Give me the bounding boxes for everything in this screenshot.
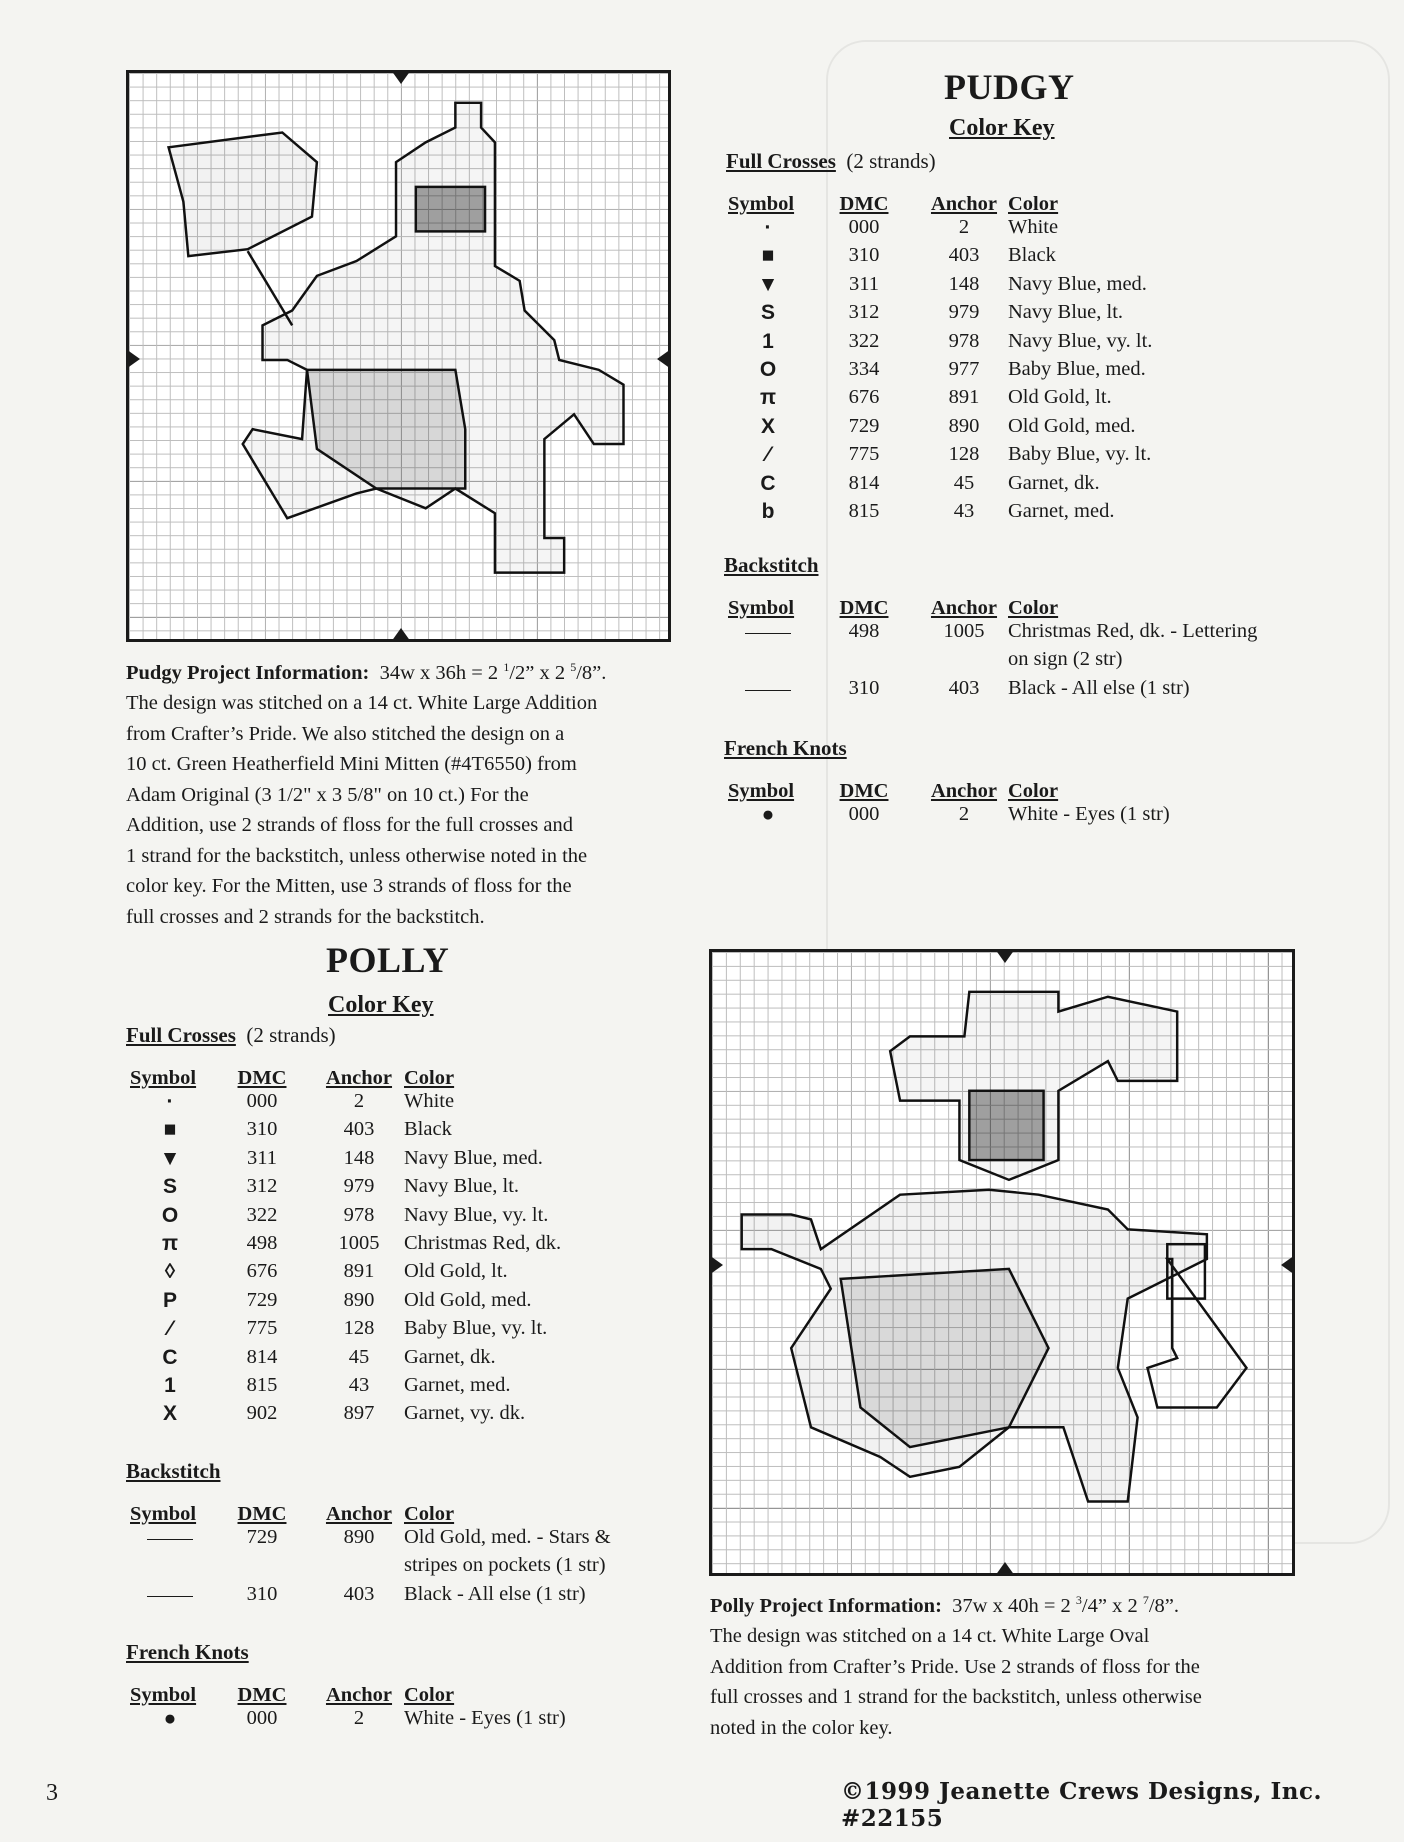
polly-bear-outline bbox=[712, 952, 1292, 1573]
table-row-continued: on sign (2 str) bbox=[1008, 648, 1123, 671]
polly-info-size: 37w x 40h = 2 bbox=[952, 1594, 1071, 1617]
table-row: 1 815 43 Garnet, med. bbox=[164, 1373, 511, 1397]
table-row: ● 000 2 White - Eyes (1 str) bbox=[163, 1707, 566, 1730]
table-row: π 676 891 Old Gold, lt. bbox=[759, 386, 1112, 410]
pudgy-french-knots-heading: French Knots bbox=[724, 736, 847, 760]
center-marker-bottom bbox=[391, 628, 411, 642]
pudgy-backstitch-heading: Backstitch bbox=[724, 553, 819, 577]
backstitch-line-icon bbox=[745, 690, 791, 691]
pudgy-project-information: Pudgy Project Information: 34w x 36h = 2 $^1$/2” x 2 $^5$/8”. The design was stitched on a 14 ct. White Large Addition from Crafter’s Pride. We also stitched the design on a 10 ct. Green Heatherfield Mini Mitten (#4T6550) from Adam Original (3 1/2" x 3 5/8" on 10 ct.) For the Addition, use 2 strands of floss for the full crosses and 1 strand for the backstitch, unless otherwise noted in the color key. For the Mitten, use 3 strands of floss for the full crosses and 2 strands for the backstitch. bbox=[126, 652, 686, 932]
pudgy-french-knots-table bbox=[728, 771, 1268, 831]
table-header-row: Symbol DMC Anchor Color bbox=[130, 1503, 455, 1525]
polly-project-information: Polly Project Information: 37w x 40h = 2 $^3$/4” x 2 $^7$/8”. The design was stitched on a 14 ct. White Large Oval Addition from Crafter’s Pride. Use 2 strands of floss for the full crosses and 1 strand for the backstitch, unless otherwise noted in the color key. bbox=[710, 1585, 1310, 1743]
table-row: 310 403 Black - All else (1 str) bbox=[130, 1583, 664, 1611]
table-row: ▼ 311 148 Navy Blue, med. bbox=[757, 272, 1147, 296]
table-row: ⁄ 775 128 Baby Blue, vy. lt. bbox=[766, 443, 1152, 467]
table-row: 1 322 978 Navy Blue, vy. lt. bbox=[762, 329, 1153, 353]
pudgy-color-key-title: Color Key bbox=[949, 115, 1055, 141]
table-row: · 000 2 White bbox=[764, 216, 1059, 239]
pudgy-backstitch-table bbox=[728, 588, 1318, 705]
polly-full-crosses-heading: Full Crosses (2 strands) bbox=[126, 1023, 336, 1047]
table-row: O 322 978 Navy Blue, vy. lt. bbox=[161, 1203, 549, 1227]
center-marker-top bbox=[391, 70, 411, 84]
polly-info-line: noted in the color key. bbox=[710, 1716, 893, 1739]
polly-french-knots-table bbox=[130, 1675, 624, 1735]
center-marker-bottom bbox=[995, 1562, 1015, 1576]
pudgy-info-line: Adam Original (3 1/2" x 3 5/8" on 10 ct.) For the bbox=[126, 783, 529, 806]
table-row: ◊ 676 891 Old Gold, lt. bbox=[164, 1260, 508, 1284]
polly-info-line: full crosses and 1 strand for the backstitch, unless otherwise bbox=[710, 1686, 1202, 1709]
table-row: X 729 890 Old Gold, med. bbox=[760, 414, 1136, 438]
table-row: ⁄ 775 128 Baby Blue, vy. lt. bbox=[168, 1317, 548, 1341]
backstitch-line-icon bbox=[147, 1539, 193, 1540]
pudgy-full-crosses-heading: Full Crosses (2 strands) bbox=[726, 149, 936, 173]
table-row: · 000 2 White bbox=[166, 1090, 455, 1113]
table-row: 498 1005 Christmas Red, dk. - Lettering bbox=[728, 620, 1318, 648]
table-row: S 312 979 Navy Blue, lt. bbox=[162, 1175, 520, 1199]
pudgy-info-line: color key. For the Mitten, use 3 strands of floss for the bbox=[126, 875, 572, 898]
pudgy-info-line: full crosses and 2 strands for the backstitch. bbox=[126, 905, 485, 928]
table-row: C 814 45 Garnet, dk. bbox=[162, 1345, 496, 1369]
table-header-row: Symbol DMC Anchor Color bbox=[728, 780, 1059, 802]
copyright-footer: ©1999 Jeanette Crews Designs, Inc. #22155 bbox=[841, 1778, 1323, 1832]
pudgy-cross-stitch-chart bbox=[126, 70, 671, 642]
center-marker-right bbox=[1281, 1255, 1295, 1275]
center-marker-left bbox=[126, 349, 140, 369]
backstitch-line-icon bbox=[745, 633, 791, 634]
polly-color-key-title: Color Key bbox=[328, 992, 434, 1018]
table-header-row: Symbol DMC Anchor Color bbox=[728, 597, 1059, 619]
polly-cross-stitch-chart bbox=[709, 949, 1295, 1576]
table-row: ▼ 311 148 Navy Blue, med. bbox=[159, 1146, 543, 1170]
table-row: 729 890 Old Gold, med. - Stars & bbox=[130, 1526, 664, 1554]
center-marker-right bbox=[657, 349, 671, 369]
table-row: C 814 45 Garnet, dk. bbox=[760, 471, 1100, 495]
table-row: P 729 890 Old Gold, med. bbox=[162, 1288, 532, 1312]
table-row-continued: stripes on pockets (1 str) bbox=[404, 1554, 606, 1577]
table-row: 310 403 Black - All else (1 str) bbox=[728, 677, 1318, 705]
pudgy-info-line: from Crafter’s Pride. We also stitched the design on a bbox=[126, 722, 565, 745]
pudgy-info-line: Addition, use 2 strands of floss for the full crosses and bbox=[126, 814, 573, 837]
table-row: O 334 977 Baby Blue, med. bbox=[759, 357, 1146, 381]
table-row: S 312 979 Navy Blue, lt. bbox=[760, 301, 1124, 325]
pudgy-info-line: The design was stitched on a 14 ct. White Large Addition bbox=[126, 692, 598, 715]
pudgy-info-size: 34w x 36h = 2 bbox=[379, 661, 499, 684]
table-row: X 902 897 Garnet, vy. dk. bbox=[162, 1402, 526, 1426]
polly-backstitch-heading: Backstitch bbox=[126, 1459, 221, 1483]
pudgy-title: PUDGY bbox=[944, 67, 1075, 107]
table-row: b 815 43 Garnet, med. bbox=[761, 499, 1115, 523]
table-row: ■ 310 403 Black bbox=[163, 1118, 452, 1142]
pudgy-info-label: Pudgy Project Information: bbox=[126, 661, 370, 684]
pudgy-bear-outline bbox=[129, 73, 668, 639]
table-header-row: Symbol DMC Anchor Color bbox=[130, 1684, 455, 1706]
polly-info-line: Addition from Crafter’s Pride. Use 2 strands of floss for the bbox=[710, 1655, 1200, 1678]
polly-info-line: The design was stitched on a 14 ct. White Large Oval bbox=[710, 1625, 1150, 1648]
polly-full-crosses-table bbox=[130, 1058, 604, 1431]
table-header-row: Symbol DMC Anchor Color bbox=[728, 193, 1059, 215]
backstitch-line-icon bbox=[147, 1596, 193, 1597]
pudgy-info-line: 1 strand for the backstitch, unless otherwise noted in the bbox=[126, 844, 588, 867]
polly-backstitch-table bbox=[130, 1494, 664, 1611]
table-header-row: Symbol DMC Anchor Color bbox=[130, 1067, 455, 1089]
table-row: ■ 310 403 Black bbox=[761, 244, 1056, 268]
page-number: 3 bbox=[46, 1780, 58, 1806]
polly-title: POLLY bbox=[326, 940, 450, 980]
pudgy-info-line: 10 ct. Green Heatherfield Mini Mitten (#4T6550) from bbox=[126, 753, 577, 776]
polly-french-knots-heading: French Knots bbox=[126, 1640, 249, 1664]
table-row: ● 000 2 White - Eyes (1 str) bbox=[761, 803, 1170, 826]
center-marker-top bbox=[995, 949, 1015, 963]
table-row: π 498 1005 Christmas Red, dk. bbox=[161, 1231, 562, 1255]
polly-info-label: Polly Project Information: bbox=[710, 1594, 942, 1617]
center-marker-left bbox=[709, 1255, 723, 1275]
pudgy-full-crosses-table bbox=[728, 184, 1208, 528]
